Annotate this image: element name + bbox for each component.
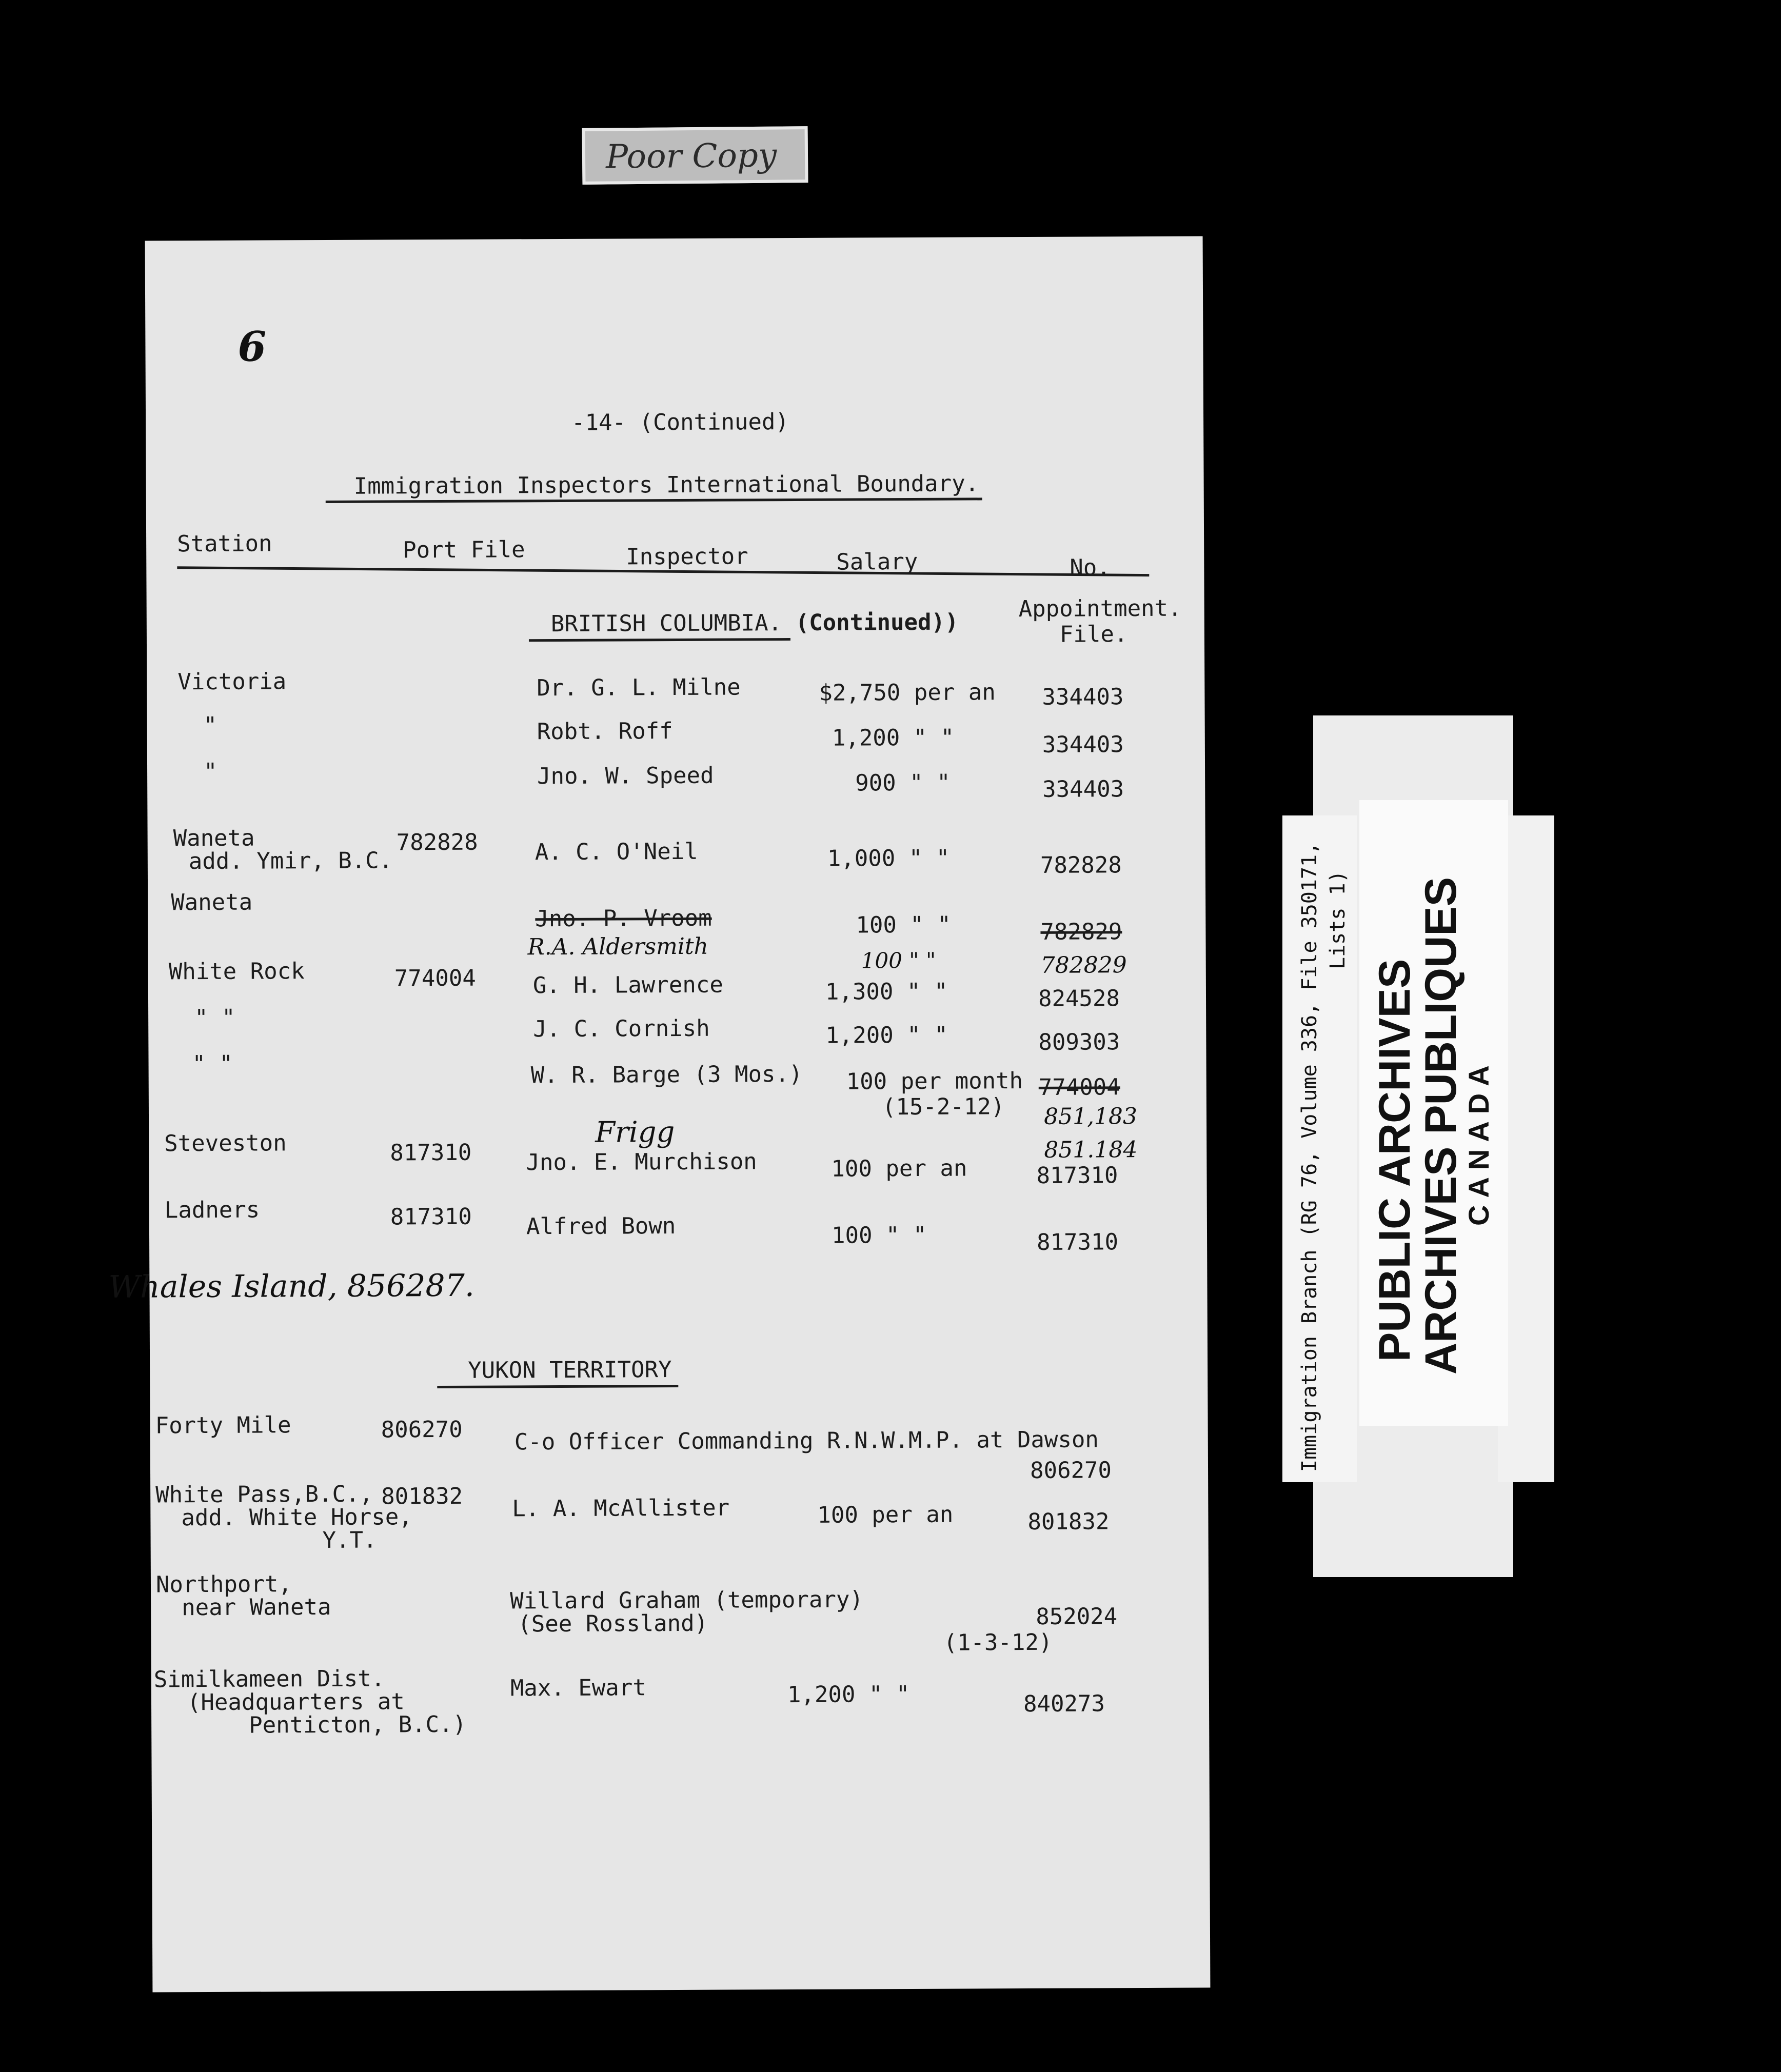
row-inspector: W. R. Barge (3 Mos.) (530, 1061, 803, 1089)
appointment-file-label-2: File. (1059, 621, 1128, 648)
appointment-file-label-1: Appointment. (1018, 595, 1182, 623)
row-file: 334403 (1042, 684, 1124, 710)
row-station-line2: add. Ymir, B.C. (188, 847, 393, 875)
row-station: White Rock (168, 958, 305, 985)
row-salary: 100 per month (846, 1068, 1023, 1095)
col-port-file: Port File (403, 536, 525, 564)
section-bc-underline (529, 638, 790, 642)
yukon-row-salary: 1,200 " " (787, 1681, 910, 1708)
yukon-row-station-line3: Y.T. (322, 1527, 377, 1554)
row-port: 774004 (394, 965, 476, 992)
row-station: Steveston (164, 1130, 287, 1157)
row-inspector-struck: Jno. P. Vroom (535, 905, 712, 932)
row-port: 782828 (396, 829, 478, 856)
row-station: " " (192, 1050, 233, 1078)
yukon-row-port: 801832 (381, 1483, 463, 1510)
row-file-handwritten: 782829 (1040, 952, 1127, 979)
row-station: Ladners (164, 1197, 260, 1224)
yukon-row-file: 801832 (1027, 1508, 1110, 1536)
yukon-row-station: Forty Mile (155, 1412, 291, 1439)
row-salary-handwritten: 100 " " (861, 947, 936, 973)
yukon-row-salary: 100 per an (817, 1501, 954, 1528)
archive-label-card (1359, 800, 1508, 1426)
archive-line-archives-publiques: ARCHIVES PUBLIQUES (1416, 876, 1466, 1374)
yukon-row-station-line2: add. White Horse, (181, 1504, 412, 1531)
row-file: 817310 (1036, 1162, 1118, 1189)
section-yukon-underline (437, 1385, 678, 1388)
row-salary: 1,200 " " (825, 1022, 948, 1049)
section-bc-name: BRITISH COLUMBIA. (550, 610, 782, 637)
row-salary: 1,000 " " (827, 845, 950, 872)
page-title: Immigration Inspectors International Boundary. (353, 470, 979, 500)
row-inspector: Jno. W. Speed (537, 762, 714, 790)
section-bc-suffix: (Continued)) (795, 609, 959, 636)
yukon-row-station-line3: Penticton, B.C.) (249, 1711, 467, 1739)
yukon-row-file: 840273 (1023, 1690, 1105, 1718)
row-salary: 1,300 " " (825, 978, 948, 1005)
poor-copy-stamp (582, 126, 808, 185)
row-salary: 1,200 " " (832, 724, 955, 751)
section-yukon: YUKON TERRITORY (468, 1357, 672, 1384)
archive-line-public-archives: PUBLIC ARCHIVES (1370, 959, 1419, 1362)
yukon-row-inspector: Willard Graham (temporary) (510, 1586, 863, 1615)
yukon-row-station: Similkameen Dist. (153, 1665, 385, 1693)
col-inspector: Inspector (626, 543, 748, 570)
page-number: -14- (Continued) (571, 409, 789, 436)
stamp-text: Poor Copy (605, 136, 777, 176)
row-file: 824528 (1038, 985, 1120, 1012)
row-file: 782828 (1040, 852, 1122, 879)
row-inspector: A. C. O'Neil (535, 838, 698, 866)
row-file: 817310 (1036, 1229, 1119, 1256)
row-inspector: J. C. Cornish (533, 1015, 710, 1043)
col-salary: Salary (836, 548, 918, 575)
handwritten-file-b: 851.184 (1044, 1137, 1138, 1163)
row-salary: 100 " " (831, 1222, 927, 1249)
col-no: No. (1070, 554, 1111, 581)
yukon-row-station: White Pass,B.C., (155, 1481, 373, 1508)
row-inspector: Jno. E. Murchison (526, 1148, 757, 1176)
handwritten-file-a: 851,183 (1043, 1103, 1138, 1130)
row-inspector: Robt. Roff (537, 718, 673, 745)
document-page (108, 236, 1211, 1993)
handwritten-frigg: Frigg (595, 1115, 675, 1149)
row-salary: 900 " " (855, 769, 951, 796)
yukon-row-station-line2: (Headquarters at (187, 1688, 405, 1716)
row-salary: $2,750 per an (819, 679, 996, 706)
archive-caption-line2: Lists 1) (1326, 870, 1350, 969)
yukon-row-station-line2: near Waneta (182, 1593, 331, 1621)
row-file: 334403 (1042, 776, 1124, 803)
row-inspector-handwritten: R.A. Aldersmith (527, 933, 709, 961)
yukon-row-file-date: (1-3-12) (943, 1629, 1053, 1656)
yukon-row-inspector: Max. Ewart (510, 1675, 646, 1702)
row-file: 334403 (1042, 731, 1124, 758)
archive-caption: Immigration Branch (RG 76, Volume 336, File 350171, (1298, 842, 1321, 1472)
yukon-row-station: Northport, (155, 1571, 292, 1598)
row-station: Waneta (173, 825, 255, 852)
row-station: " " (194, 1004, 235, 1031)
archive-label-tab (1282, 815, 1357, 1482)
archive-line-canada: CANADA (1462, 1058, 1495, 1226)
handwritten-whales-island: Whales Island, 856287. (108, 1267, 475, 1305)
row-salary-line2: (15-2-12) (882, 1093, 1005, 1121)
yukon-row-inspector: C-o Officer Commanding R.N.W.M.P. at Dawson (514, 1426, 1099, 1456)
row-inspector: Alfred Bown (526, 1213, 676, 1240)
col-station: Station (177, 530, 272, 557)
row-port: 817310 (390, 1203, 472, 1230)
row-salary: 100 " " (856, 911, 951, 939)
yukon-row-file: 852024 (1036, 1603, 1118, 1630)
section-bc (551, 609, 959, 637)
row-file-struck: 774004 (1038, 1074, 1120, 1101)
row-salary: 100 per an (831, 1155, 967, 1182)
row-port: 817310 (390, 1139, 472, 1166)
yukon-row-inspector: L. A. McAllister (512, 1495, 730, 1522)
row-station: " (203, 712, 217, 739)
row-inspector: G. H. Lawrence (532, 971, 723, 999)
row-file-struck: 782829 (1040, 919, 1122, 945)
row-station: Waneta (171, 889, 253, 916)
yukon-row-file: 806270 (1030, 1457, 1112, 1484)
row-station: Victoria (177, 668, 287, 695)
page-mark: 6 (238, 322, 267, 371)
yukon-row-port: 806270 (381, 1416, 463, 1443)
row-station: " (203, 758, 217, 785)
yukon-row-inspector-line2: (See Rossland) (518, 1610, 708, 1638)
row-file: 809303 (1038, 1029, 1120, 1055)
row-inspector: Dr. G. L. Milne (537, 674, 741, 702)
